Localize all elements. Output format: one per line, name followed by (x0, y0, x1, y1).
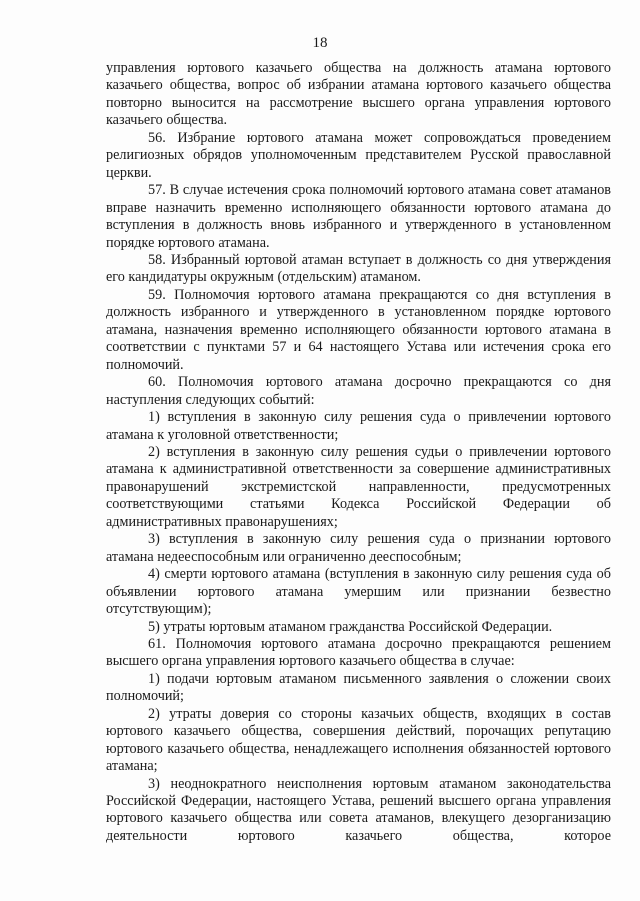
paragraph-continuation: управления юртового казачьего общества на должность атамана юртового казачьего общества, вопрос об избрании атамана юртового казачьего общества повторно выносится на рассмотрение высшего органа управления юртового казачьего общества. (106, 60, 611, 129)
paragraph-57: 57. В случае истечения срока полномочий юртового атамана совет атаманов вправе назначить временно исполняющего обязанности юртового атамана до вступления в должность вновь избранного и утвержденного в установленном порядке юртового атамана. (106, 182, 611, 251)
paragraph-56: 56. Избрание юртового атамана может сопровождаться проведением религиозных обрядов уполномоченным представителем Русской православной церкви. (106, 129, 611, 181)
page-number: 18 (312, 35, 328, 51)
paragraph-60-item-4: 4) смерти юртового атамана (вступления в законную силу решения суда об объявлении юртового атамана умершим или признании безвестно отсутствующим); (106, 566, 611, 618)
paragraph-58: 58. Избранный юртовой атаман вступает в должность со дня утверждения его кандидатуры окружным (отдельским) атаманом. (106, 251, 611, 286)
document-body (106, 60, 611, 845)
paragraph-61-item-2: 2) утраты доверия со стороны казачьих обществ, входящих в состав юртового казачьего общества, совершения действий, порочащих репутацию юртового казачьего общества, ненадлежащего исполнения обязанностей юртового атамана; (106, 705, 611, 775)
paragraph-60-item-5: 5) утраты юртовым атаманом гражданства Российской Федерации. (148, 618, 553, 635)
paragraph-61-item-3: 3) неоднократного неисполнения юртовым атаманом законодательства Российской Федерации, настоящего Устава, решений высшего органа управления юртового казачьего общества или совета атаманов, влекущего дезорганизацию деятельности юртового казачьего общества, которое (106, 775, 611, 844)
paragraph-60: 60. Полномочия юртового атамана досрочно прекращаются со дня наступления следующих событий: (106, 374, 611, 408)
paragraph-60-item-3: 3) вступления в законную силу решения суда о признании юртового атамана недееспособным или ограниченно дееспособным; (106, 531, 611, 565)
paragraph-60-item-1: 1) вступления в законную силу решения суда о привлечении юртового атамана к уголовной ответственности; (106, 409, 611, 443)
paragraph-59: 59. Полномочия юртового атамана прекращаются со дня вступления в должность избранного и утвержденного в установленном порядке юртового атамана, назначения временно исполняющего обязанности юртового атамана в соответствии с пунктами 57 и 64 настоящего Устава или истечения срока его полномочий. (106, 286, 611, 373)
paragraph-61-item-1: 1) подачи юртовым атаманом письменного заявления о сложении своих полномочий; (106, 670, 611, 705)
paragraph-60-item-2: 2) вступления в законную силу решения судьи о привлечении юртового атамана к административной ответственности за совершение административных правонарушений экстремистской направленности, предусмотренных соответствующими статьями Кодекса Российской Федерации об административных правонарушениях; (106, 443, 611, 530)
paragraph-61: 61. Полномочия юртового атамана досрочно прекращаются решением высшего органа управления юртового казачьего общества в случае: (106, 635, 611, 670)
